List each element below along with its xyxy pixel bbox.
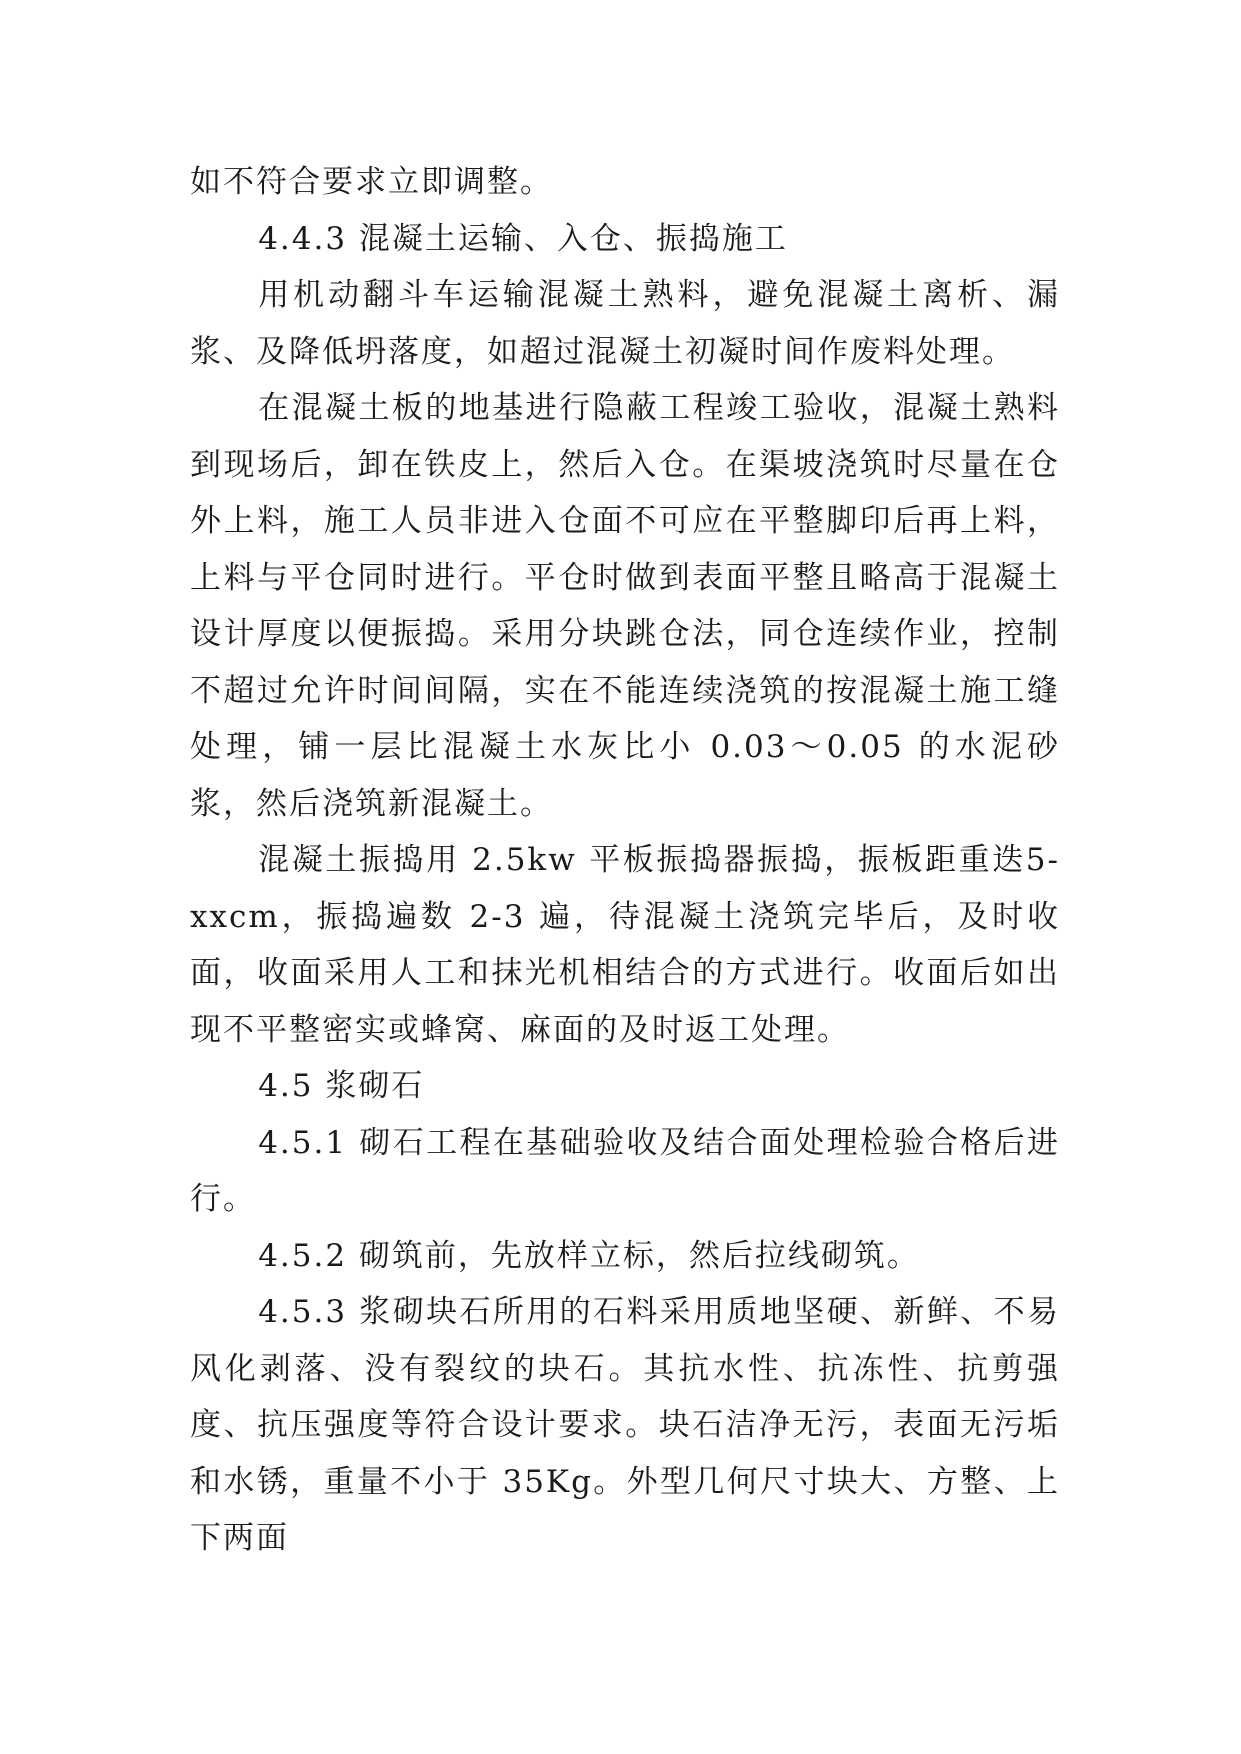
document-body xyxy=(190,154,1060,1567)
paragraph-4-5-2: 4.5.2 砌筑前，先放样立标，然后拉线砌筑。 xyxy=(258,1237,920,1274)
paragraph-placement: 在混凝土板的地基进行隐蔽工程竣工验收，混凝土熟料到现场后，卸在铁皮上，然后入仓。在渠坡浇筑时尽量在仓外上料，施工人员非进入仓面不可应在平整脚印后再上料，上料与平仓同时进行。平仓时做到表面平整且略高于混凝土设计厚度以便振捣。采用分块跳仓法，同仓连续作业，控制不超过允许时间间隔，实在不能连续浇筑的按混凝土施工缝处理，铺一层比混凝土水灰比小 0.03～0.05 的水泥砂浆，然后浇筑新混凝土。 xyxy=(190,390,1060,822)
section-heading-4-5: 4.5 浆砌石 xyxy=(258,1068,425,1104)
paragraph-4-5-1: 4.5.1 砌石工程在基础验收及结合面处理检验合格后进行。 xyxy=(190,1124,1060,1217)
paragraph-continuation: 如不符合要求立即调整。 xyxy=(190,164,553,200)
paragraph-transport: 用机动翻斗车运输混凝土熟料，避免混凝土离析、漏浆、及降低坍落度，如超过混凝土初凝时间作废料处理。 xyxy=(190,277,1060,370)
paragraph-vibration: 混凝土振捣用 2.5kw 平板振捣器振捣，振板距重迭5-xxcm，振捣遍数 2-3 遍，待混凝土浇筑完毕后，及时收面，收面采用人工和抹光机相结合的方式进行。收面后如出现不平整密实或蜂窝、麻面的及时返工处理。 xyxy=(190,842,1060,1048)
paragraph-4-5-3: 4.5.3 浆砌块石所用的石料采用质地坚硬、新鲜、不易风化剥落、没有裂纹的块石。其抗水性、抗冻性、抗剪强度、抗压强度等符合设计要求。块石洁净无污，表面无污垢和水锈，重量不小于 35Kg。外型几何尺寸块大、方整、上下两面 xyxy=(190,1294,1060,1556)
section-heading-4-4-3: 4.4.3 混凝土运输、入仓、振捣施工 xyxy=(258,220,788,257)
